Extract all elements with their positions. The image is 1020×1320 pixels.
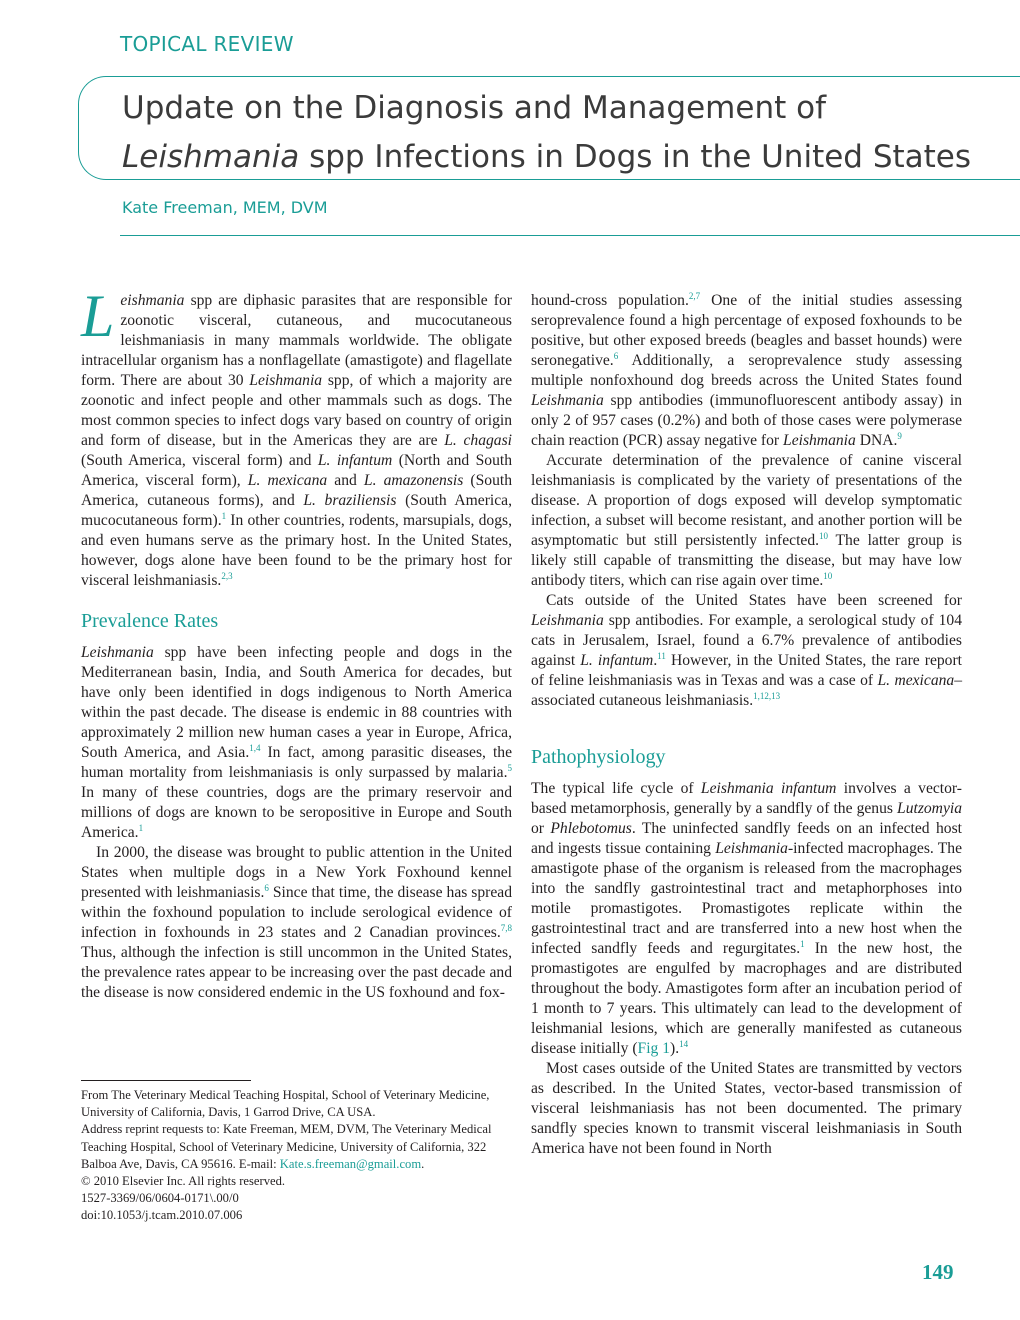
body-paragraph: Leishmania spp have been infecting people and dogs in the Mediterranean basin, India, and South America for decades, but have only been identified in dogs indigenous to North America within the past decade. The disease is endemic in 88 countries with approximately 2 million new human cases a year in Europe, Africa, South America, and Asia.$^{1,4}$ In fact, among parasitic diseases, the human mortality from leishmaniasis is only surpassed by malaria.$^5$ In many of these countries, dogs are the primary reservoir and millions of dogs are known to be seropositive in Europe and South America.$^1$ (81, 644, 512, 841)
reprint-note: Address reprint requests to: Kate Freeman, MEM, DVM, The Veterinary Medical Teaching Hospital, School of Veterinary Medicine, University of California, 322 Balboa Ave, Davis, CA 95616. E-mail: Kate.s.freeman@gmail.com. (81, 1122, 492, 1171)
reference-link[interactable]: 1 (138, 822, 144, 833)
reference-link[interactable]: 1 (800, 938, 805, 949)
reference-link[interactable]: 2,3 (221, 570, 233, 581)
reference-link[interactable]: 14 (679, 1038, 689, 1049)
reference-link[interactable]: 10 (819, 530, 829, 541)
copyright-note: © 2010 Elsevier Inc. All rights reserved. (81, 1174, 286, 1189)
reference-link[interactable]: 1,12,13 (753, 690, 781, 701)
reference-link[interactable]: 5 (507, 762, 512, 773)
reference-link[interactable]: 6 (613, 350, 619, 361)
footnote (81, 1087, 512, 1225)
reference-link[interactable]: 11 (657, 650, 666, 661)
section-label: TOPICAL REVIEW (120, 32, 294, 56)
body-paragraph: In 2000, the disease was brought to public attention in the United States when multiple dogs in a New York Foxhound kennel presented with leishmaniasis.$^6$ Since that time, the disease has spread within the foxhound population to include serological evidence of infection in foxhounds in 23 states and 2 Canadian provinces.$^{7,8}$ Thus, although the infection is still uncommon in the United States, the prevalence rates appear to be increasing over the past decade and the disease is now considered endemic in the US foxhound and fox- (81, 844, 512, 1001)
reference-link[interactable]: 6 (264, 882, 269, 893)
reference-link[interactable]: 2,7 (688, 290, 701, 301)
drop-cap: L (81, 283, 115, 349)
email-link[interactable]: Kate.s.freeman@gmail.com (279, 1156, 422, 1171)
reference-link[interactable]: 7,8 (500, 922, 512, 933)
body-paragraph: Accurate determination of the prevalence of canine visceral leishmaniasis is complicated by the variety of presentations of the disease. A proportion of dogs exposed will develop symptomatic infection, a subset will become resistant, and another portion will be asymptomatic but still persistently infected.$^{10}$ The latter group is likely still capable of transmitting the disease, but may have low antibody titers, which can rise again over time.$^{10}$ (531, 452, 962, 589)
header-divider (120, 235, 1020, 236)
reference-link[interactable]: 1,4 (249, 742, 261, 753)
body-paragraph: The typical life cycle of Leishmania infantum involves a vector-based metamorphosis, generally by a sandfly of the genus Lutzomyia or Phlebotomus. The uninfected sandfly feeds on an infected host and ingests tissue containing Leishmania-infected macrophages. The amastigote phase of the organism is released from the macrophages into the sandfly gastrointestinal tract and metaphorphoses into motile promastigotes. Promastigotes replicate within the gastrointestinal tract and are transferred into a new host when the infected sandfly feeds and regurgitates.$^1$ In the new host, the promastigotes are engulfed by macrophages and are distributed throughout the body. Amastigotes form after an incubation period of 1 month to 7 years. This ultimately can lead to the development of leishmanial lesions, which are generally manifested as cutaneous disease initially (Fig 1).$^{14}$ (531, 780, 962, 1057)
article-title: Update on the Diagnosis and Management of Leishmania spp Infections in Dogs in the United States (122, 90, 972, 175)
right-column (531, 291, 962, 1159)
issn-note: 1527-3369/06/0604-0171\.00/0 (81, 1191, 239, 1206)
section-heading-prevalence: Prevalence Rates (81, 610, 219, 632)
affiliation-note: From The Veterinary Medical Teaching Hospital, School of Veterinary Medicine, University of California, Davis, 1 Garrod Drive, CA USA. (81, 1088, 490, 1120)
doi-note: doi:10.1053/j.tcam.2010.07.006 (81, 1208, 243, 1223)
body-paragraph: hound-cross population.$^{2,7}$ One of the initial studies assessing seroprevalence found a high percentage of exposed foxhounds to be positive, but other exposed breeds (beagles and basset hounds) were seronegative.$^6$ Additionally, a seroprevalence study assessing multiple nonfoxhound dog breeds across the United States found Leishmania spp antibodies (immunofluorescent antibody assay) in only 2 of 957 cases (0.2%) and both of those cases were polymerase chain reaction (PCR) assay negative for Leishmania DNA.$^9$ (531, 290, 962, 449)
body-paragraph: Cats outside of the United States have been screened for Leishmania spp antibodies. For example, a serological study of 104 cats in Jerusalem, Israel, found a 6.7% prevalence of antibodies against L. infantum.$^{11}$ However, in the United States, the rare report of feline leishmaniasis was in Texas and was a case of L. mexicana–associated cutaneous leishmaniasis.$^{1,12,13}$ (531, 592, 963, 709)
page-number: 149 (922, 1260, 954, 1284)
author-byline: Kate Freeman, MEM, DVM (122, 198, 328, 217)
left-column (81, 283, 513, 1003)
intro-paragraph: Leishmania spp are diphasic parasites that are responsible for zoonotic visceral, cutaneous, and mucocutaneous leishmaniasis in many mammals worldwide. The obligate intracellular organism has a nonflagellate (amastigote) and flagellate form. There are about 30 Leishmania spp, of which a majority are zoonotic and infect people and other mammals such as dogs. The most common species to infect dogs vary based on country of origin and form of disease, but in the Americas they are are L. chagasi (South America, visceral form) and L. infantum (North and South America, visceral form), L. mexicana and L. amazonensis (South America, cutaneous forms), and L. braziliensis (South America, mucocutaneous form).$^1$ In other countries, rodents, marsupials, dogs, and even humans serve as the primary host. In the United States, however, dogs alone have been found to be the primary host for visceral leishmaniasis.$^{2,3}$ (81, 283, 513, 589)
section-heading-pathophysiology: Pathophysiology (531, 746, 666, 768)
footnote-divider (81, 1080, 251, 1081)
reference-link[interactable]: 1 (221, 510, 227, 521)
reference-link[interactable]: 9 (897, 430, 902, 441)
figure-link[interactable]: Fig 1 (637, 1040, 671, 1057)
body-paragraph: Most cases outside of the United States are transmitted by vectors as described. In the United States, vector-based transmission of visceral leishmaniasis has not been documented. The primary sandfly species known to transmit visceral leishmaniasis in South America have not been found in North (531, 1060, 962, 1157)
reference-link[interactable]: 10 (823, 570, 833, 581)
